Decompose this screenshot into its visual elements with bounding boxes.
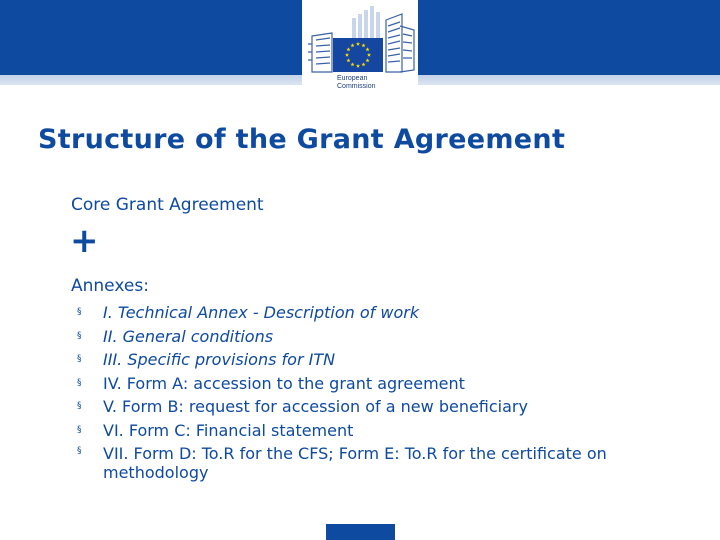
core-agreement-label: Core Grant Agreement [71,195,264,215]
bullet-icon: § [77,354,82,364]
annex-item [77,325,697,349]
bullet-icon: § [77,446,82,456]
annex-item [77,395,697,419]
bullet-icon: § [77,424,82,435]
annex-text: III. Specific provisions for ITN [103,350,336,369]
bullet-icon: § [77,401,82,411]
bullet-icon: § [77,330,82,341]
logo-text-line-1: European [337,75,368,82]
eu-flag-and-berlaymont-icon [302,0,418,76]
annex-item [77,372,697,396]
logo-wordmark [337,75,376,91]
annex-item [77,419,697,443]
annex-text: I. Technical Annex - Description of work [103,303,420,322]
annex-text: VII. Form D: To.R for the CFS; Form E: To.R for the certificate on methodology [103,444,607,482]
annex-text: VI. Form C: Financial statement [103,420,354,440]
footer-bar [326,524,395,540]
annexes-heading: Annexes: [71,276,149,296]
plus-sign: + [70,221,99,261]
slide-title: Structure of the Grant Agreement [38,124,566,155]
annex-item [77,442,697,482]
bullet-icon: § [77,307,82,317]
annex-text: IV. Form A: accession to the grant agreement [103,373,465,393]
bullet-icon: § [77,377,82,388]
annex-item [77,301,697,325]
annex-list [77,301,697,482]
annex-text: V. Form B: request for accession of a new beneficiary [103,397,528,416]
logo-text-line-2: Commission [337,83,376,90]
annex-text: II. General conditions [103,326,274,346]
annex-item [77,348,697,372]
